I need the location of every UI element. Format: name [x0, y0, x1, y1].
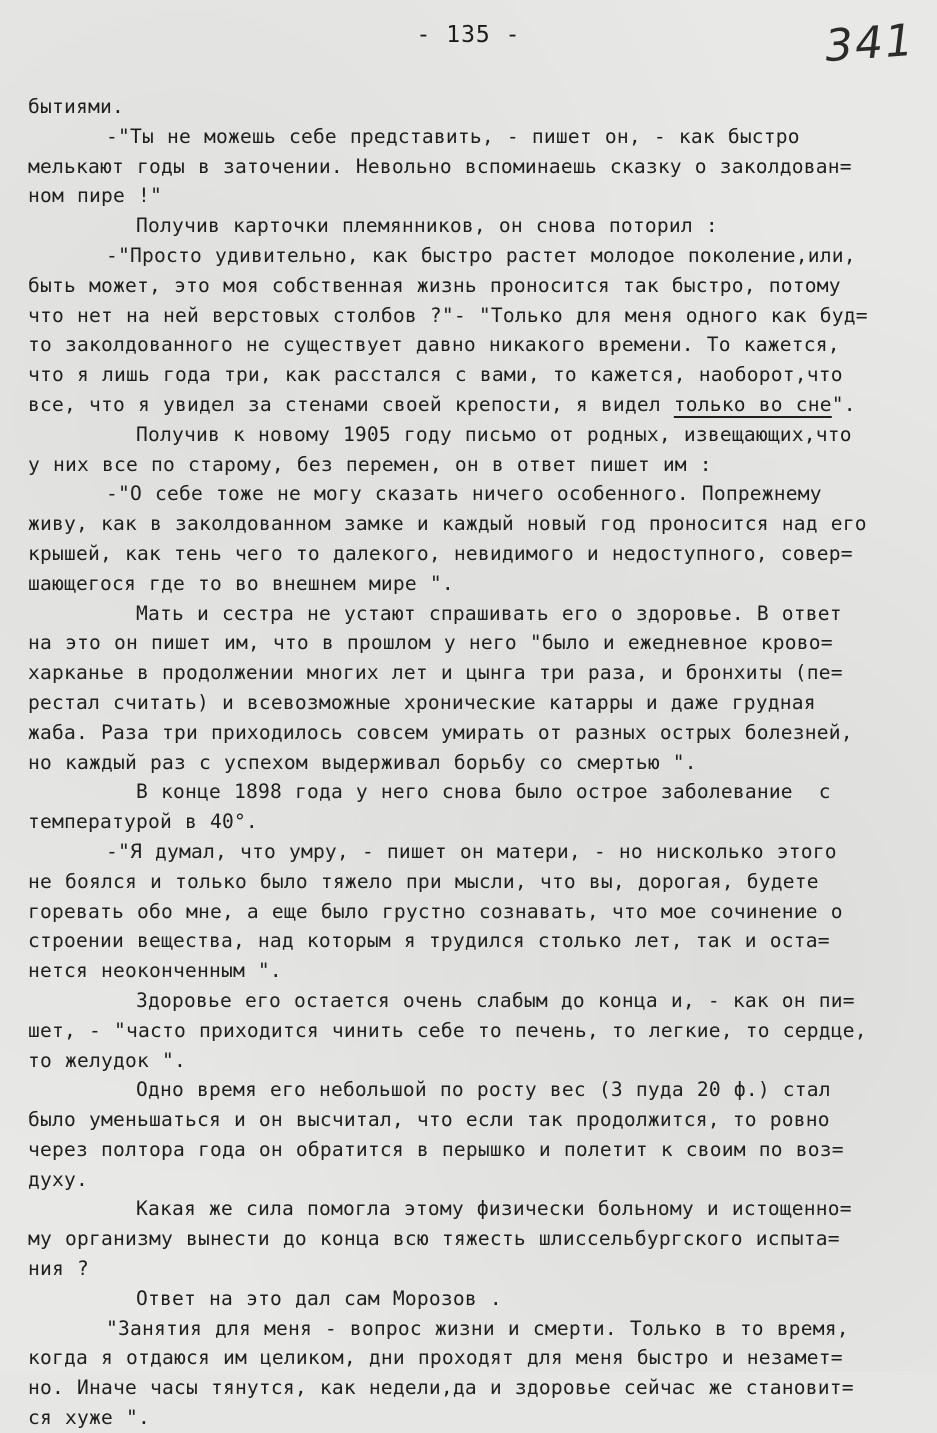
archive-number-handwritten: 341: [823, 14, 917, 73]
text-line: духу.: [28, 1167, 88, 1191]
text-line: температурой в 40°.: [28, 810, 258, 834]
text-line: что нет на ней верстовых столбов ?"- "Только для меня одного как буд=: [28, 303, 868, 327]
text-line: Здоровье его остается очень слабым до конца и, - как он пи=: [136, 988, 855, 1012]
text-line: что я лишь года три, как расстался с вами, то кажется, наоборот,что: [28, 363, 843, 387]
text-line: жаба. Раза три приходилось совсем умирать от разных острых болезней,: [28, 720, 853, 744]
text-line: -"Просто удивительно, как быстро растет молодое поколение,или,: [106, 243, 856, 267]
text-segment: все, что я увидел за стенами своей крепости, я видел: [28, 392, 674, 416]
text-line: быть может, это моя собственная жизнь проносится так быстро, потому: [28, 273, 841, 297]
text-line: не боялся и только было тяжело при мысли, что вы, дорогая, будете: [28, 869, 819, 893]
text-line: Какая же сила помогла этому физически больному и истощенно=: [136, 1197, 852, 1221]
text-line: но каждый раз с успехом выдерживал борьбу со смертью ".: [28, 750, 697, 774]
text-line: В конце 1898 года у него снова было острое заболевание с: [136, 780, 831, 804]
text-line: нется неоконченным ".: [28, 959, 282, 983]
text-line: Получив к новому 1905 году письмо от родных, извещающих,что: [136, 422, 852, 446]
text-line: строении вещества, над которым я трудился столько лет, так и оста=: [28, 929, 830, 953]
text-line: [28, 390, 933, 420]
text-line: но. Иначе часы тянутся, как недели,да и здоровье сейчас же становит=: [28, 1376, 854, 1400]
text-line: -"Ты не можешь себе представить, - пишет он, - как быстро: [106, 124, 800, 148]
text-line: то желудок ".: [28, 1048, 186, 1072]
text-line: харканье в продолжении многих лет и цынга три раза, и бронхиты (пе=: [28, 661, 843, 685]
text-line: крышей, как тень чего то далекого, невидимого и недоступного, совер=: [28, 541, 853, 565]
underlined-phrase: только во сне: [673, 392, 832, 416]
text-line: шающегося где то во внешнем мире ".: [28, 571, 454, 595]
text-line: то заколдованного не существует давно никакого времени. То кажется,: [28, 333, 840, 357]
text-line: Ответ на это дал сам Морозов .: [136, 1286, 502, 1310]
text-line: когда я отдаюся им целиком, дни проходят для меня быстро и незамет=: [28, 1346, 843, 1370]
text-line: мелькают годы в заточении. Невольно вспоминаешь сказку о заколдован=: [28, 154, 852, 178]
text-line: му организму вынести до конца всю тяжесть шлиссельбургского испыта=: [28, 1227, 840, 1251]
text-line: было уменьшаться и он высчитал, что если так продолжится, то ровно: [28, 1108, 830, 1132]
text-line: живу, как в заколдованном замке и каждый новый год проносится над его: [28, 512, 867, 536]
text-line: -"Я думал, что умру, - пишет он матери, - но нисколько этого: [106, 839, 837, 863]
text-line: рестал считать) и всевозможные хронические катарры и даже грудная: [28, 690, 816, 714]
text-line: ся хуже ".: [28, 1406, 150, 1430]
text-line: горевать обо мне, а еще было грустно сознавать, что мое сочинение о: [28, 899, 843, 923]
text-line: Мать и сестра не устают спрашивать его о здоровье. В ответ: [136, 601, 842, 625]
text-line: через полтора года он обратится в перышко и полетит к своим по воз=: [28, 1137, 844, 1161]
text-line: шет, - "часто приходится чинить себе то печень, то легкие, то сердце,: [28, 1018, 867, 1042]
typed-text-body: [28, 92, 933, 1433]
page-number: - 135 -: [416, 22, 521, 48]
text-line: на это он пишет им, что в прошлом у него "было и ежедневное крово=: [28, 631, 833, 655]
text-line: -"О себе тоже не могу сказать ничего особенного. Попрежнему: [106, 482, 822, 506]
text-line: бытиями.: [28, 95, 124, 118]
text-line: ном пире !": [28, 184, 162, 208]
text-line: "Занятия для меня - вопрос жизни и смерти. Только в то время,: [106, 1316, 849, 1340]
text-line: у них все по старому, без перемен, он в ответ пишет им :: [28, 452, 712, 476]
text-line: Получив карточки племянников, он снова поторил :: [136, 214, 718, 238]
text-line: ния ?: [28, 1257, 89, 1281]
text-segment: ".: [831, 392, 856, 416]
text-line: Одно время его небольшой по росту вес (3 пуда 20 ф.) стал: [136, 1078, 831, 1102]
